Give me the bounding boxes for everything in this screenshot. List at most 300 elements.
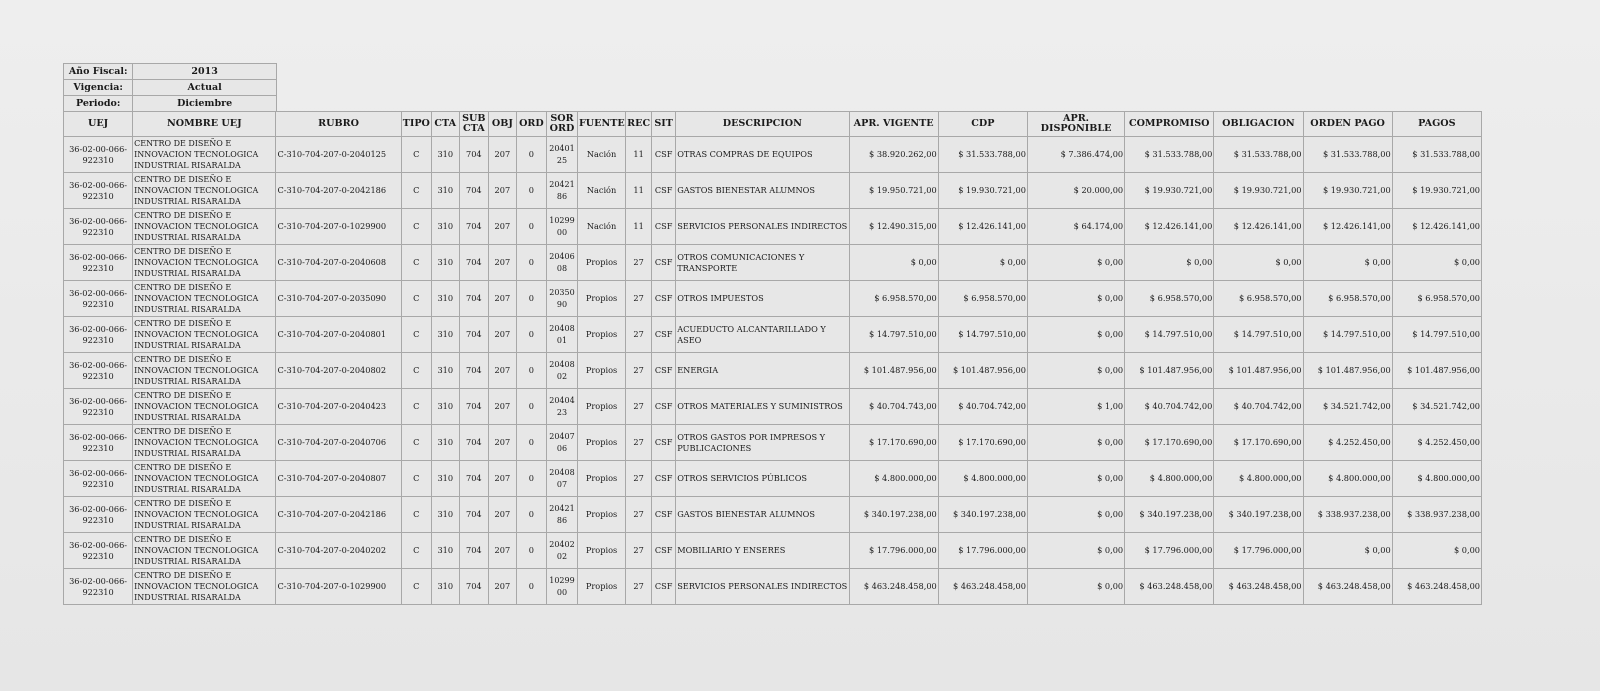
cdp-cell: $ 19.930.721,00 [939, 173, 1027, 208]
sit-cell: CSF [652, 425, 675, 460]
budget-report [63, 63, 1482, 605]
orden-pago-cell: $ 0,00 [1304, 533, 1392, 568]
sit-cell: CSF [652, 317, 675, 352]
ord-cell: 0 [517, 317, 546, 352]
obligacion-cell: $ 6.958.570,00 [1214, 281, 1302, 316]
ord-cell: 0 [517, 425, 546, 460]
ord-cell: 0 [517, 353, 546, 388]
uej-cell: 36-02-00-066-922310 [64, 137, 132, 172]
apr-disponible-cell: $ 0,00 [1028, 533, 1124, 568]
col-header-orden-pago: ORDEN PAGO [1304, 112, 1392, 136]
fiscal-year-value: 2013 [133, 64, 276, 79]
table-row [64, 461, 1481, 496]
uej-cell: 36-02-00-066-922310 [64, 317, 132, 352]
col-header-sor-ord: SOR ORD [547, 112, 577, 136]
fuente-cell: Propios [578, 425, 625, 460]
sor-ord-cell: 2042186 [547, 173, 577, 208]
fuente-cell: Propios [578, 461, 625, 496]
cta-cell: 310 [432, 569, 459, 604]
sub-cta-cell: 704 [460, 533, 488, 568]
rec-cell: 27 [626, 353, 651, 388]
fuente-cell: Propios [578, 353, 625, 388]
rubro-cell: C-310-704-207-0-2042186 [276, 497, 400, 532]
sor-ord-cell: 2040801 [547, 317, 577, 352]
sor-ord-cell: 2040807 [547, 461, 577, 496]
fuente-cell: Nación [578, 137, 625, 172]
orden-pago-cell: $ 101.487.956,00 [1304, 353, 1392, 388]
pagos-cell: $ 31.533.788,00 [1393, 137, 1481, 172]
orden-pago-cell: $ 34.521.742,00 [1304, 389, 1392, 424]
nombre-uej-cell: CENTRO DE DISEÑO E INNOVACION TECNOLOGICA INDUSTRIAL RISARALDA [133, 425, 275, 460]
pagos-cell: $ 4.252.450,00 [1393, 425, 1481, 460]
orden-pago-cell: $ 31.533.788,00 [1304, 137, 1392, 172]
pagos-cell: $ 34.521.742,00 [1393, 389, 1481, 424]
obj-cell: 207 [489, 245, 516, 280]
ord-cell: 0 [517, 281, 546, 316]
sit-cell: CSF [652, 209, 675, 244]
sit-cell: CSF [652, 245, 675, 280]
cta-cell: 310 [432, 461, 459, 496]
descripcion-cell: ENERGIA [676, 353, 848, 388]
orden-pago-cell: $ 19.930.721,00 [1304, 173, 1392, 208]
obligacion-cell: $ 31.533.788,00 [1214, 137, 1302, 172]
table-row [64, 209, 1481, 244]
sit-cell: CSF [652, 353, 675, 388]
sub-cta-cell: 704 [460, 317, 488, 352]
table-row [64, 281, 1481, 316]
orden-pago-cell: $ 338.937.238,00 [1304, 497, 1392, 532]
pagos-cell: $ 0,00 [1393, 533, 1481, 568]
uej-cell: 36-02-00-066-922310 [64, 245, 132, 280]
col-header-sub-cta: SUB CTA [460, 112, 488, 136]
compromiso-cell: $ 340.197.238,00 [1125, 497, 1213, 532]
pagos-cell: $ 0,00 [1393, 245, 1481, 280]
compromiso-cell: $ 463.248.458,00 [1125, 569, 1213, 604]
col-header-ord: ORD [517, 112, 546, 136]
fuente-cell: Nación [578, 209, 625, 244]
rubro-cell: C-310-704-207-0-1029900 [276, 209, 400, 244]
rubro-cell: C-310-704-207-0-2042186 [276, 173, 400, 208]
nombre-uej-cell: CENTRO DE DISEÑO E INNOVACION TECNOLOGICA INDUSTRIAL RISARALDA [133, 173, 275, 208]
cdp-cell: $ 101.487.956,00 [939, 353, 1027, 388]
vigencia-value: Actual [133, 80, 276, 95]
fuente-cell: Propios [578, 569, 625, 604]
apr-disponible-cell: $ 0,00 [1028, 353, 1124, 388]
rec-cell: 27 [626, 533, 651, 568]
uej-cell: 36-02-00-066-922310 [64, 533, 132, 568]
uej-cell: 36-02-00-066-922310 [64, 173, 132, 208]
ord-cell: 0 [517, 533, 546, 568]
descripcion-cell: MOBILIARIO Y ENSERES [676, 533, 848, 568]
rubro-cell: C-310-704-207-0-2040807 [276, 461, 400, 496]
descripcion-cell: GASTOS BIENESTAR ALUMNOS [676, 173, 848, 208]
apr-vigente-cell: $ 19.950.721,00 [850, 173, 938, 208]
col-header-tipo: TIPO [402, 112, 431, 136]
orden-pago-cell: $ 463.248.458,00 [1304, 569, 1392, 604]
descripcion-cell: ACUEDUCTO ALCANTARILLADO Y ASEO [676, 317, 848, 352]
sit-cell: CSF [652, 533, 675, 568]
orden-pago-cell: $ 6.958.570,00 [1304, 281, 1392, 316]
obligacion-cell: $ 17.170.690,00 [1214, 425, 1302, 460]
fuente-cell: Nación [578, 173, 625, 208]
tipo-cell: C [402, 281, 431, 316]
obj-cell: 207 [489, 425, 516, 460]
ord-cell: 0 [517, 389, 546, 424]
rubro-cell: C-310-704-207-0-2040802 [276, 353, 400, 388]
col-header-obligacion: OBLIGACION [1214, 112, 1302, 136]
descripcion-cell: OTROS MATERIALES Y SUMINISTROS [676, 389, 848, 424]
ord-cell: 0 [517, 137, 546, 172]
obj-cell: 207 [489, 317, 516, 352]
apr-vigente-cell: $ 6.958.570,00 [850, 281, 938, 316]
pagos-cell: $ 12.426.141,00 [1393, 209, 1481, 244]
table-row [64, 137, 1481, 172]
obligacion-cell: $ 463.248.458,00 [1214, 569, 1302, 604]
table-row [64, 245, 1481, 280]
table-row [64, 533, 1481, 568]
cta-cell: 310 [432, 533, 459, 568]
orden-pago-cell: $ 12.426.141,00 [1304, 209, 1392, 244]
rec-cell: 27 [626, 461, 651, 496]
apr-disponible-cell: $ 64.174,00 [1028, 209, 1124, 244]
rec-cell: 27 [626, 245, 651, 280]
pagos-cell: $ 463.248.458,00 [1393, 569, 1481, 604]
compromiso-cell: $ 101.487.956,00 [1125, 353, 1213, 388]
apr-disponible-cell: $ 0,00 [1028, 461, 1124, 496]
pagos-cell: $ 4.800.000,00 [1393, 461, 1481, 496]
obj-cell: 207 [489, 533, 516, 568]
sor-ord-cell: 2042186 [547, 497, 577, 532]
fiscal-year-label: Año Fiscal: [64, 64, 132, 79]
cta-cell: 310 [432, 353, 459, 388]
cta-cell: 310 [432, 425, 459, 460]
orden-pago-cell: $ 0,00 [1304, 245, 1392, 280]
tipo-cell: C [402, 461, 431, 496]
ord-cell: 0 [517, 497, 546, 532]
obj-cell: 207 [489, 389, 516, 424]
rubro-cell: C-310-704-207-0-2035090 [276, 281, 400, 316]
orden-pago-cell: $ 4.252.450,00 [1304, 425, 1392, 460]
periodo-value: Diciembre [133, 96, 276, 111]
uej-cell: 36-02-00-066-922310 [64, 497, 132, 532]
nombre-uej-cell: CENTRO DE DISEÑO E INNOVACION TECNOLOGICA INDUSTRIAL RISARALDA [133, 533, 275, 568]
tipo-cell: C [402, 137, 431, 172]
obj-cell: 207 [489, 209, 516, 244]
tipo-cell: C [402, 533, 431, 568]
cdp-cell: $ 6.958.570,00 [939, 281, 1027, 316]
apr-vigente-cell: $ 14.797.510,00 [850, 317, 938, 352]
sub-cta-cell: 704 [460, 245, 488, 280]
sor-ord-cell: 2040706 [547, 425, 577, 460]
uej-cell: 36-02-00-066-922310 [64, 461, 132, 496]
rubro-cell: C-310-704-207-0-2040706 [276, 425, 400, 460]
col-header-apr-disponible: APR. DISPONIBLE [1028, 112, 1124, 136]
compromiso-cell: $ 40.704.742,00 [1125, 389, 1213, 424]
col-header-rubro: RUBRO [276, 112, 400, 136]
nombre-uej-cell: CENTRO DE DISEÑO E INNOVACION TECNOLOGICA INDUSTRIAL RISARALDA [133, 461, 275, 496]
cta-cell: 310 [432, 173, 459, 208]
uej-cell: 36-02-00-066-922310 [64, 569, 132, 604]
col-header-uej: UEJ [64, 112, 132, 136]
apr-vigente-cell: $ 4.800.000,00 [850, 461, 938, 496]
pagos-cell: $ 6.958.570,00 [1393, 281, 1481, 316]
obligacion-cell: $ 19.930.721,00 [1214, 173, 1302, 208]
apr-disponible-cell: $ 20.000,00 [1028, 173, 1124, 208]
cta-cell: 310 [432, 317, 459, 352]
cta-cell: 310 [432, 389, 459, 424]
rec-cell: 11 [626, 209, 651, 244]
pagos-cell: $ 14.797.510,00 [1393, 317, 1481, 352]
apr-disponible-cell: $ 7.386.474,00 [1028, 137, 1124, 172]
col-header-nombre-uej: NOMBRE UEJ [133, 112, 275, 136]
rubro-cell: C-310-704-207-0-2040801 [276, 317, 400, 352]
rubro-cell: C-310-704-207-0-2040608 [276, 245, 400, 280]
ord-cell: 0 [517, 461, 546, 496]
table-row [64, 173, 1481, 208]
nombre-uej-cell: CENTRO DE DISEÑO E INNOVACION TECNOLOGICA INDUSTRIAL RISARALDA [133, 317, 275, 352]
obj-cell: 207 [489, 497, 516, 532]
apr-vigente-cell: $ 463.248.458,00 [850, 569, 938, 604]
col-header-descripcion: DESCRIPCION [676, 112, 848, 136]
sub-cta-cell: 704 [460, 461, 488, 496]
apr-disponible-cell: $ 0,00 [1028, 497, 1124, 532]
descripcion-cell: OTROS IMPUESTOS [676, 281, 848, 316]
cta-cell: 310 [432, 497, 459, 532]
sor-ord-cell: 1029900 [547, 209, 577, 244]
obligacion-cell: $ 0,00 [1214, 245, 1302, 280]
apr-vigente-cell: $ 38.920.262,00 [850, 137, 938, 172]
compromiso-cell: $ 17.796.000,00 [1125, 533, 1213, 568]
nombre-uej-cell: CENTRO DE DISEÑO E INNOVACION TECNOLOGICA INDUSTRIAL RISARALDA [133, 497, 275, 532]
sit-cell: CSF [652, 569, 675, 604]
nombre-uej-cell: CENTRO DE DISEÑO E INNOVACION TECNOLOGICA INDUSTRIAL RISARALDA [133, 245, 275, 280]
rec-cell: 27 [626, 497, 651, 532]
sor-ord-cell: 2040423 [547, 389, 577, 424]
obligacion-cell: $ 4.800.000,00 [1214, 461, 1302, 496]
table-header-row [64, 112, 1481, 136]
uej-cell: 36-02-00-066-922310 [64, 281, 132, 316]
sub-cta-cell: 704 [460, 389, 488, 424]
obligacion-cell: $ 17.796.000,00 [1214, 533, 1302, 568]
budget-execution-table [63, 111, 1482, 605]
table-row [64, 569, 1481, 604]
obj-cell: 207 [489, 569, 516, 604]
sit-cell: CSF [652, 137, 675, 172]
rubro-cell: C-310-704-207-0-2040202 [276, 533, 400, 568]
descripcion-cell: OTROS COMUNICACIONES Y TRANSPORTE [676, 245, 848, 280]
sub-cta-cell: 704 [460, 281, 488, 316]
col-header-cdp: CDP [939, 112, 1027, 136]
tipo-cell: C [402, 353, 431, 388]
descripcion-cell: SERVICIOS PERSONALES INDIRECTOS [676, 569, 848, 604]
rubro-cell: C-310-704-207-0-2040125 [276, 137, 400, 172]
rec-cell: 11 [626, 173, 651, 208]
orden-pago-cell: $ 4.800.000,00 [1304, 461, 1392, 496]
sit-cell: CSF [652, 281, 675, 316]
periodo-label: Periodo: [64, 96, 132, 111]
nombre-uej-cell: CENTRO DE DISEÑO E INNOVACION TECNOLOGICA INDUSTRIAL RISARALDA [133, 137, 275, 172]
pagos-cell: $ 101.487.956,00 [1393, 353, 1481, 388]
ord-cell: 0 [517, 569, 546, 604]
fuente-cell: Propios [578, 281, 625, 316]
apr-disponible-cell: $ 1,00 [1028, 389, 1124, 424]
cdp-cell: $ 17.170.690,00 [939, 425, 1027, 460]
ord-cell: 0 [517, 209, 546, 244]
fuente-cell: Propios [578, 389, 625, 424]
nombre-uej-cell: CENTRO DE DISEÑO E INNOVACION TECNOLOGICA INDUSTRIAL RISARALDA [133, 389, 275, 424]
nombre-uej-cell: CENTRO DE DISEÑO E INNOVACION TECNOLOGICA INDUSTRIAL RISARALDA [133, 281, 275, 316]
sub-cta-cell: 704 [460, 173, 488, 208]
tipo-cell: C [402, 425, 431, 460]
apr-disponible-cell: $ 0,00 [1028, 425, 1124, 460]
sor-ord-cell: 2040125 [547, 137, 577, 172]
apr-disponible-cell: $ 0,00 [1028, 569, 1124, 604]
rec-cell: 27 [626, 425, 651, 460]
cdp-cell: $ 340.197.238,00 [939, 497, 1027, 532]
table-body [64, 137, 1481, 604]
orden-pago-cell: $ 14.797.510,00 [1304, 317, 1392, 352]
compromiso-cell: $ 14.797.510,00 [1125, 317, 1213, 352]
compromiso-cell: $ 19.930.721,00 [1125, 173, 1213, 208]
apr-vigente-cell: $ 17.796.000,00 [850, 533, 938, 568]
tipo-cell: C [402, 569, 431, 604]
sub-cta-cell: 704 [460, 137, 488, 172]
sub-cta-cell: 704 [460, 425, 488, 460]
col-header-pagos: PAGOS [1393, 112, 1481, 136]
obj-cell: 207 [489, 137, 516, 172]
uej-cell: 36-02-00-066-922310 [64, 209, 132, 244]
apr-vigente-cell: $ 101.487.956,00 [850, 353, 938, 388]
fuente-cell: Propios [578, 245, 625, 280]
sub-cta-cell: 704 [460, 353, 488, 388]
ord-cell: 0 [517, 173, 546, 208]
fiscal-year-row [64, 64, 276, 79]
cdp-cell: $ 31.533.788,00 [939, 137, 1027, 172]
fuente-cell: Propios [578, 317, 625, 352]
fuente-cell: Propios [578, 497, 625, 532]
compromiso-cell: $ 31.533.788,00 [1125, 137, 1213, 172]
cdp-cell: $ 0,00 [939, 245, 1027, 280]
rec-cell: 27 [626, 281, 651, 316]
uej-cell: 36-02-00-066-922310 [64, 389, 132, 424]
rubro-cell: C-310-704-207-0-2040423 [276, 389, 400, 424]
periodo-row [64, 96, 276, 111]
compromiso-cell: $ 17.170.690,00 [1125, 425, 1213, 460]
cdp-cell: $ 17.796.000,00 [939, 533, 1027, 568]
apr-disponible-cell: $ 0,00 [1028, 245, 1124, 280]
apr-vigente-cell: $ 340.197.238,00 [850, 497, 938, 532]
sub-cta-cell: 704 [460, 497, 488, 532]
sor-ord-cell: 2040802 [547, 353, 577, 388]
table-row [64, 497, 1481, 532]
cdp-cell: $ 463.248.458,00 [939, 569, 1027, 604]
cta-cell: 310 [432, 281, 459, 316]
col-header-apr-vigente: APR. VIGENTE [850, 112, 938, 136]
tipo-cell: C [402, 317, 431, 352]
obj-cell: 207 [489, 461, 516, 496]
cdp-cell: $ 4.800.000,00 [939, 461, 1027, 496]
table-row [64, 389, 1481, 424]
compromiso-cell: $ 4.800.000,00 [1125, 461, 1213, 496]
sor-ord-cell: 1029900 [547, 569, 577, 604]
sub-cta-cell: 704 [460, 569, 488, 604]
pagos-cell: $ 338.937.238,00 [1393, 497, 1481, 532]
table-row [64, 317, 1481, 352]
sit-cell: CSF [652, 461, 675, 496]
apr-vigente-cell: $ 0,00 [850, 245, 938, 280]
tipo-cell: C [402, 389, 431, 424]
col-header-rec: REC [626, 112, 651, 136]
tipo-cell: C [402, 497, 431, 532]
compromiso-cell: $ 12.426.141,00 [1125, 209, 1213, 244]
rec-cell: 27 [626, 389, 651, 424]
table-row [64, 425, 1481, 460]
cdp-cell: $ 14.797.510,00 [939, 317, 1027, 352]
descripcion-cell: OTROS GASTOS POR IMPRESOS Y PUBLICACIONES [676, 425, 848, 460]
compromiso-cell: $ 0,00 [1125, 245, 1213, 280]
cta-cell: 310 [432, 137, 459, 172]
col-header-obj: OBJ [489, 112, 516, 136]
table-row [64, 353, 1481, 388]
obligacion-cell: $ 14.797.510,00 [1214, 317, 1302, 352]
descripcion-cell: OTROS SERVICIOS PÚBLICOS [676, 461, 848, 496]
obj-cell: 207 [489, 281, 516, 316]
descripcion-cell: GASTOS BIENESTAR ALUMNOS [676, 497, 848, 532]
obligacion-cell: $ 12.426.141,00 [1214, 209, 1302, 244]
rec-cell: 27 [626, 569, 651, 604]
col-header-cta: CTA [432, 112, 459, 136]
sub-cta-cell: 704 [460, 209, 488, 244]
sor-ord-cell: 2040202 [547, 533, 577, 568]
col-header-sit: SIT [652, 112, 675, 136]
compromiso-cell: $ 6.958.570,00 [1125, 281, 1213, 316]
tipo-cell: C [402, 173, 431, 208]
obj-cell: 207 [489, 353, 516, 388]
apr-vigente-cell: $ 17.170.690,00 [850, 425, 938, 460]
nombre-uej-cell: CENTRO DE DISEÑO E INNOVACION TECNOLOGICA INDUSTRIAL RISARALDA [133, 209, 275, 244]
sor-ord-cell: 2040608 [547, 245, 577, 280]
nombre-uej-cell: CENTRO DE DISEÑO E INNOVACION TECNOLOGICA INDUSTRIAL RISARALDA [133, 569, 275, 604]
sor-ord-cell: 2035090 [547, 281, 577, 316]
cta-cell: 310 [432, 209, 459, 244]
apr-vigente-cell: $ 40.704.743,00 [850, 389, 938, 424]
col-header-compromiso: COMPROMISO [1125, 112, 1213, 136]
pagos-cell: $ 19.930.721,00 [1393, 173, 1481, 208]
nombre-uej-cell: CENTRO DE DISEÑO E INNOVACION TECNOLOGICA INDUSTRIAL RISARALDA [133, 353, 275, 388]
descripcion-cell: SERVICIOS PERSONALES INDIRECTOS [676, 209, 848, 244]
cdp-cell: $ 40.704.742,00 [939, 389, 1027, 424]
apr-disponible-cell: $ 0,00 [1028, 317, 1124, 352]
ord-cell: 0 [517, 245, 546, 280]
obligacion-cell: $ 340.197.238,00 [1214, 497, 1302, 532]
vigencia-row [64, 80, 276, 95]
tipo-cell: C [402, 209, 431, 244]
rec-cell: 11 [626, 137, 651, 172]
cdp-cell: $ 12.426.141,00 [939, 209, 1027, 244]
fuente-cell: Propios [578, 533, 625, 568]
sit-cell: CSF [652, 389, 675, 424]
cta-cell: 310 [432, 245, 459, 280]
rec-cell: 27 [626, 317, 651, 352]
obligacion-cell: $ 101.487.956,00 [1214, 353, 1302, 388]
obj-cell: 207 [489, 173, 516, 208]
sit-cell: CSF [652, 497, 675, 532]
vigencia-label: Vigencia: [64, 80, 132, 95]
apr-vigente-cell: $ 12.490.315,00 [850, 209, 938, 244]
col-header-fuente: FUENTE [578, 112, 625, 136]
sit-cell: CSF [652, 173, 675, 208]
report-metadata-table [63, 63, 277, 112]
